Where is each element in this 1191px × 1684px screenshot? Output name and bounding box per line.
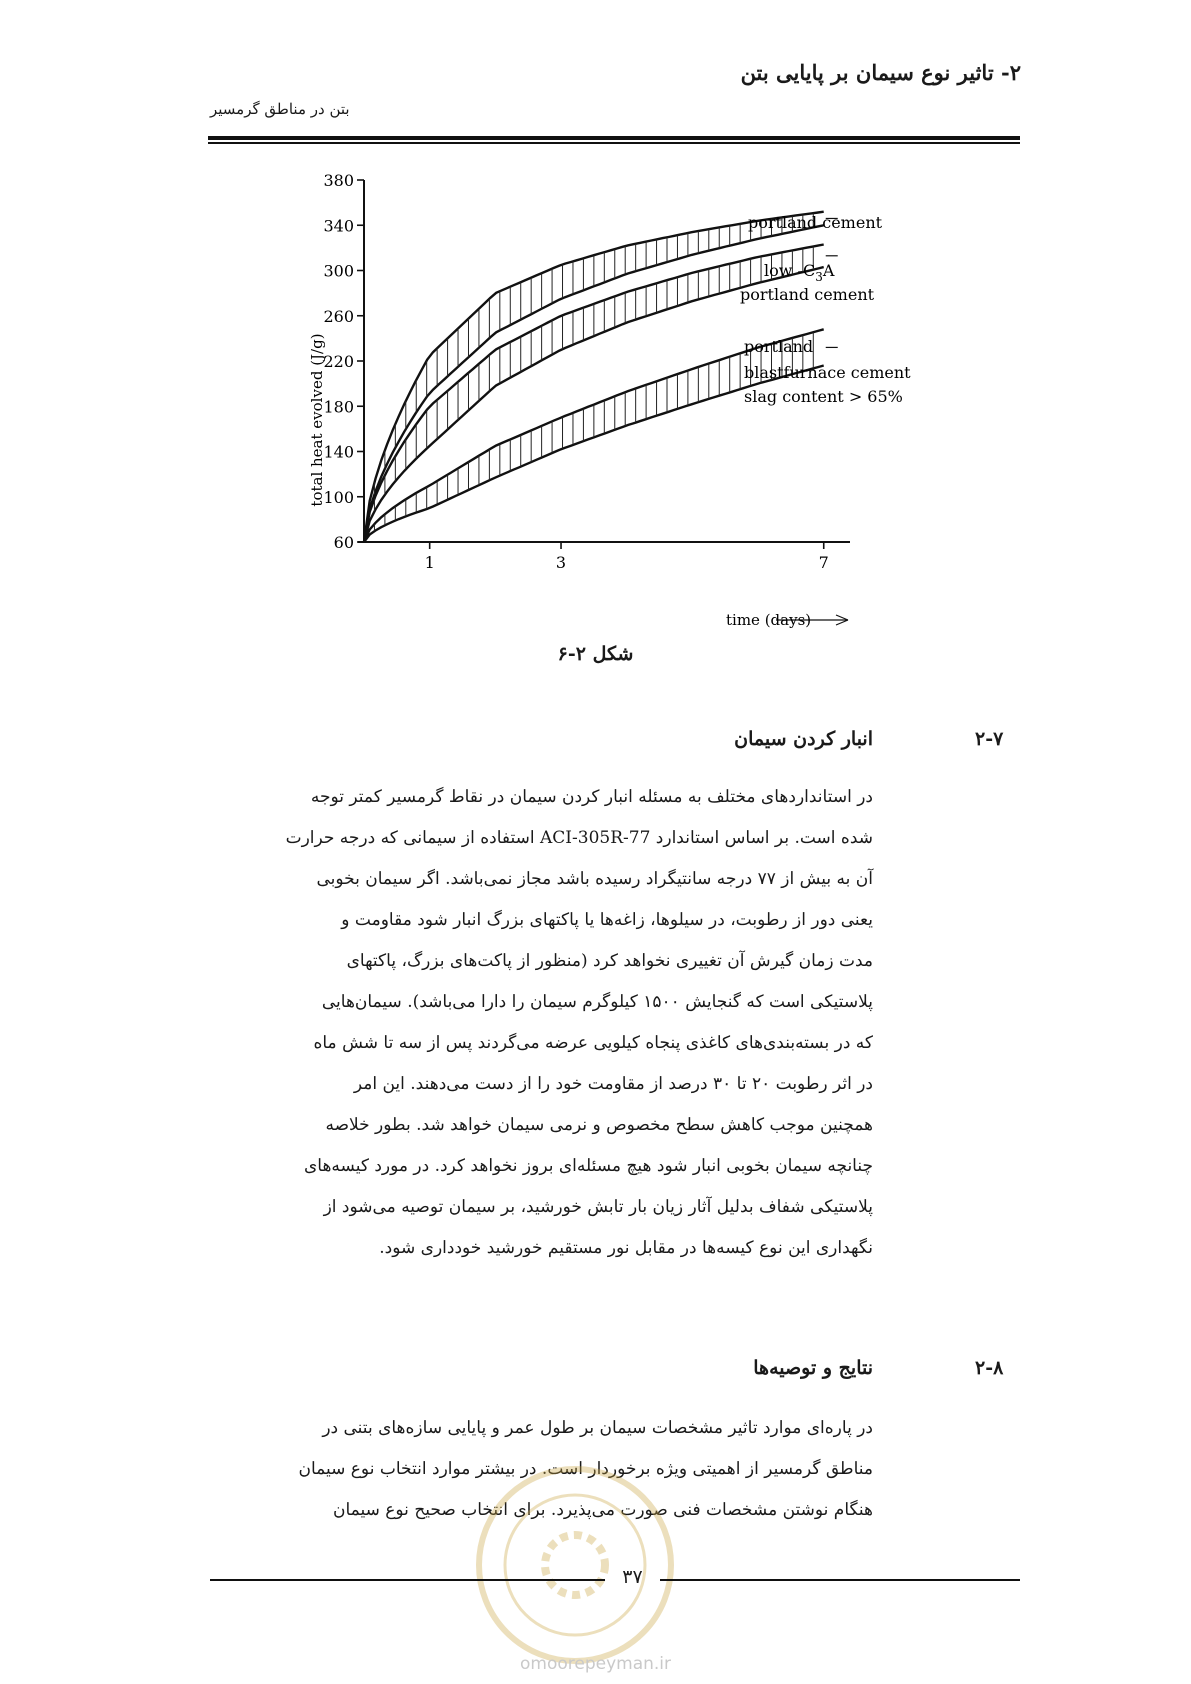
para-line: شده است. بر اساس استاندارد ACI-305R-77 استفاده از سیمانی که درجه حرارت	[285, 828, 873, 848]
header-rule	[208, 136, 1020, 140]
para-line: نگهداری این نوع کیسه‌ها در مقابل نور مستقیم خورشید خودداری شود.	[379, 1238, 873, 1258]
label-portland-cement: portland cement	[748, 213, 883, 232]
x-tick-label: 7	[818, 553, 829, 572]
para-line: مناطق گرمسیر از اهمیتی ویژه برخوردار است. در بیشتر موارد انتخاب نوع سیمان	[298, 1459, 873, 1479]
y-tick-label: 300	[323, 261, 354, 281]
publisher-seal	[470, 1460, 680, 1670]
para-line: در استانداردهای مختلف به مسئله انبار کردن سیمان در نقاط گرمسیر کمتر توجه	[310, 787, 873, 807]
para-line: همچنین موجب کاهش سطح مخصوص و نرمی سیمان خواهد شد. بطور خلاصه	[325, 1115, 873, 1135]
y-tick-label: 260	[323, 306, 354, 326]
para-line: هنگام نوشتن مشخصات فنی صورت می‌پذیرد. برای انتخاب صحیح نوع سیمان	[332, 1500, 873, 1520]
para-line: چنانچه سیمان بخوبی انبار شود هیچ مسئله‌ای بروز نخواهد کرد. در مورد کیسه‌های	[303, 1156, 873, 1176]
para-line: در پاره‌ای موارد تاثیر مشخصات سیمان بر طول عمر و پایایی سازه‌های بتنی در	[322, 1418, 873, 1438]
para-line: پلاستیکی است که گنجایش ۱۵۰۰ کیلوگرم سیمان را دارا می‌باشد). سیمان‌هایی	[321, 992, 873, 1012]
series-label-portland	[748, 213, 883, 232]
heat-evolution-chart	[300, 170, 940, 640]
y-tick-label: 140	[323, 442, 354, 462]
para-line: در اثر رطوبت ۲۰ تا ۳۰ درصد از مقاومت خود را از دست می‌دهند. این امر	[353, 1074, 873, 1094]
chapter-title: ۲- تاثیر نوع سیمان بر پایایی بتن	[740, 60, 1021, 85]
section-7-title: انبار کردن سیمان	[734, 728, 873, 750]
section-7-body	[210, 777, 873, 1269]
book-title: بتن در مناطق گرمسیر	[210, 100, 350, 118]
site-watermark: omoorepeyman.ir	[519, 1654, 672, 1674]
para-line: که در بسته‌بندی‌های کاغذی پنجاه کیلویی عرضه می‌گردند پس از سه تا شش ماه	[313, 1033, 873, 1053]
label-slag-line1: portland	[744, 337, 814, 356]
footer-rule-right	[660, 1579, 1020, 1581]
label-low-c3a-line2: portland cement	[740, 285, 875, 304]
label-slag-line2: blastfurnace cement	[744, 363, 911, 382]
figure-caption: شکل ۲-۶	[557, 643, 634, 665]
header-rule-thin	[208, 142, 1020, 144]
y-tick-label: 100	[323, 487, 354, 507]
y-tick-label: 220	[323, 352, 354, 371]
y-tick-label: 380	[323, 171, 354, 190]
y-axis-label: total heat evolved (J/g)	[308, 333, 326, 507]
para-line: یعنی دور از رطوبت، در سیلوها، زاغه‌ها یا پاکتهای بزرگ انبار شود مقاومت و	[341, 910, 873, 930]
para-line: پلاستیکی شفاف بدلیل آثار زیان بار تابش خورشید، بر سیمان توصیه می‌شود از	[323, 1197, 873, 1217]
section-8-title: نتایج و توصیه‌ها	[753, 1357, 873, 1379]
label-slag-line3: slag content > 65%	[744, 387, 903, 406]
x-tick-label: 3	[555, 553, 567, 572]
para-line: مدت زمان گیرش آن تغییری نخواهد کرد (منظور از پاکت‌های بزرگ، پاکتهای	[346, 951, 873, 971]
label-low-c3a-line1: low $-C_3A$	[764, 261, 835, 284]
x-tick-label: 1	[424, 553, 435, 572]
para-line: آن به بیش از ۷۷ درجه سانتیگراد رسیده باشد مجاز نمی‌باشد. اگر سیمان بخوبی	[316, 869, 873, 889]
x-axis-label: time (days)	[726, 611, 812, 629]
y-tick-label: 180	[323, 397, 354, 417]
page-number: ۳۷	[622, 1566, 643, 1588]
y-tick-label: 60	[333, 533, 354, 552]
y-tick-label: 340	[323, 216, 354, 236]
band-series-3	[364, 329, 838, 542]
section-8-number: ۲-۸	[975, 1357, 1004, 1379]
footer-rule-left	[210, 1579, 605, 1581]
section-7-number: ۲-۷	[975, 728, 1004, 750]
